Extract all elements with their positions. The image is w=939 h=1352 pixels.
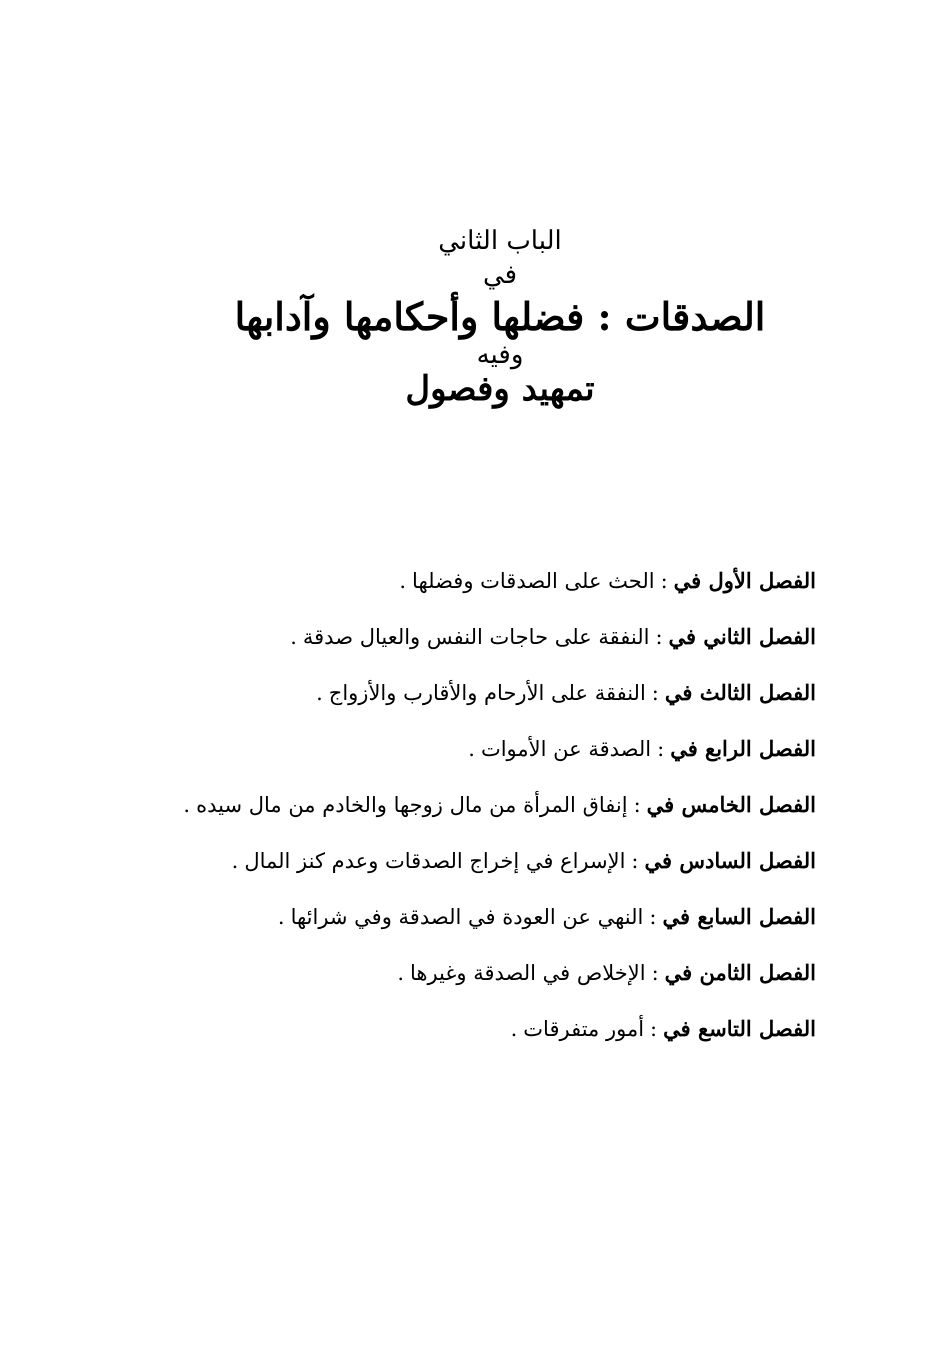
- section-contains-label: وفيه: [476, 340, 524, 370]
- chapter-item: [100, 672, 816, 728]
- chapter-end-mark: .: [468, 737, 475, 761]
- chapter-title: إنفاق المرأة من مال زوجها والخادم من مال سيده: [196, 793, 628, 817]
- chapter-separator: :: [650, 1017, 658, 1041]
- chapter-end-mark: .: [183, 793, 191, 817]
- chapter-end-mark: .: [290, 625, 297, 649]
- chapter-list: [100, 560, 816, 1064]
- chapter-label: الفصل الأول في: [673, 568, 816, 593]
- chapter-separator: :: [633, 793, 641, 817]
- chapter-separator: :: [655, 625, 663, 649]
- chapter-item: [100, 1008, 816, 1064]
- chapter-item: [100, 952, 816, 1008]
- chapter-separator: :: [649, 905, 657, 929]
- chapter-item: [100, 784, 816, 840]
- chapter-label: الفصل الثاني في: [668, 624, 816, 649]
- chapter-end-mark: .: [510, 1017, 518, 1041]
- chapter-title: النفقة على حاجات النفس والعيال صدقة: [302, 625, 650, 649]
- chapter-label: الفصل السابع في: [662, 904, 816, 929]
- chapter-item: [100, 728, 816, 784]
- chapter-end-mark: .: [399, 569, 407, 593]
- chapter-title: الصدقة عن الأموات: [480, 737, 652, 761]
- chapter-label: الفصل السادس في: [644, 848, 816, 873]
- chapter-item: [100, 616, 816, 672]
- part-title: الباب الثاني: [438, 226, 562, 256]
- chapter-end-mark: .: [397, 961, 404, 985]
- chapter-label: الفصل الثالث في: [664, 680, 816, 705]
- chapter-separator: :: [651, 961, 659, 985]
- section-heading: [230, 226, 770, 409]
- chapter-label: الفصل الخامس في: [646, 792, 816, 817]
- chapter-label: الفصل الثامن في: [664, 960, 816, 985]
- section-title: الصدقات : فضلها وأحكامها وآدابها: [234, 294, 766, 339]
- chapter-title: أمور متفرقات: [523, 1017, 645, 1041]
- chapter-end-mark: .: [316, 681, 323, 705]
- chapter-item: [100, 896, 816, 952]
- chapter-title: الحث على الصدقات وفضلها: [412, 569, 655, 593]
- chapter-title: الإسراع في إخراج الصدقات وعدم كنز المال: [244, 849, 626, 873]
- chapter-label: الفصل التاسع في: [663, 1016, 816, 1041]
- chapter-end-mark: .: [277, 905, 285, 929]
- chapter-title: الإخلاص في الصدقة وغيرها: [410, 961, 646, 985]
- section-subtitle: تمهيد وفصول: [405, 369, 595, 409]
- chapter-separator: :: [631, 849, 639, 873]
- chapter-end-mark: .: [231, 849, 239, 873]
- chapter-item: [100, 560, 816, 616]
- chapter-title: النفقة على الأرحام والأقارب والأزواج: [328, 681, 646, 705]
- chapter-separator: :: [660, 569, 668, 593]
- chapter-title: النهي عن العودة في الصدقة وفي شرائها: [290, 905, 644, 929]
- chapter-item: [100, 840, 816, 896]
- chapter-separator: :: [651, 681, 659, 705]
- chapter-label: الفصل الرابع في: [670, 736, 816, 761]
- part-preposition: في: [482, 260, 518, 290]
- chapter-separator: :: [657, 737, 665, 761]
